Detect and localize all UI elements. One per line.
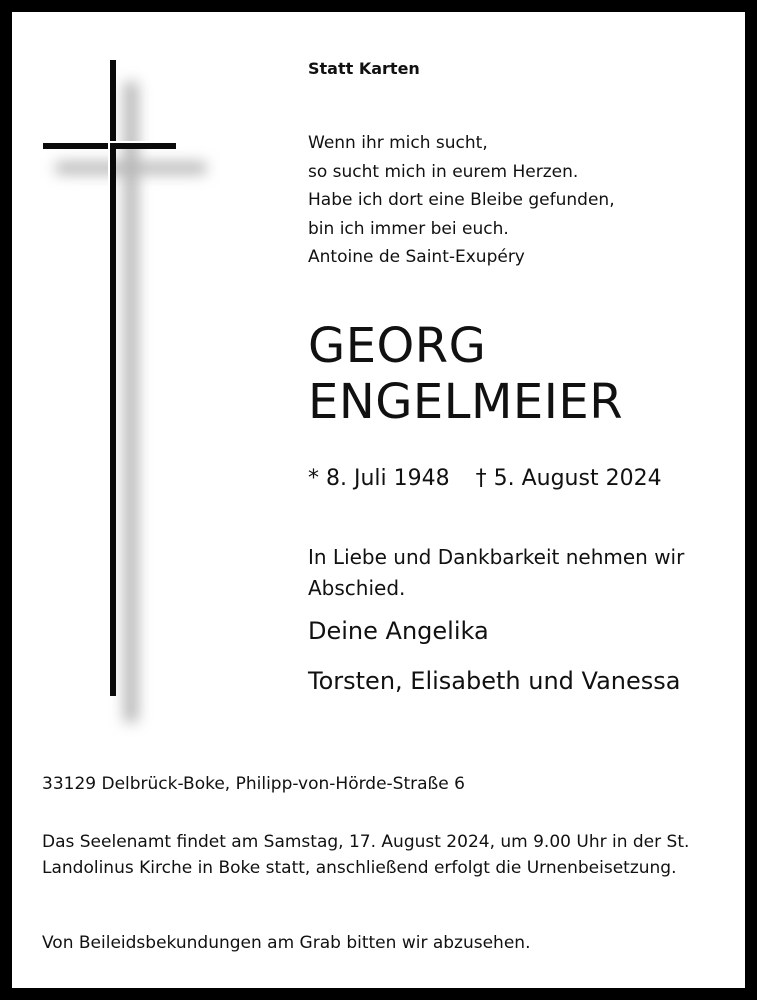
life-dates — [308, 466, 662, 491]
poem-line: Habe ich dort eine Bleibe gefunden, — [308, 190, 615, 211]
first-name: GEORG — [308, 318, 487, 374]
condolence-note: Von Beileidsbekundungen am Grab bitten wir abzusehen. — [42, 933, 531, 953]
poem — [308, 129, 615, 272]
farewell-text: In Liebe und Dankbarkeit nehmen wir Abschied. — [308, 545, 685, 600]
address: 33129 Delbrück-Boke, Philipp-von-Hörde-Straße 6 — [42, 774, 465, 794]
survivor-line: Torsten, Elisabeth und Vanessa — [308, 667, 681, 695]
deceased-name — [308, 318, 623, 430]
notice-heading: Statt Karten — [308, 59, 420, 78]
survivor-line: Deine Angelika — [308, 617, 489, 645]
last-name: ENGELMEIER — [308, 374, 624, 430]
poem-author: Antoine de Saint-Exupéry — [308, 247, 525, 268]
poem-line: Wenn ihr mich sucht, — [308, 133, 488, 153]
poem-line: so sucht mich in eurem Herzen. — [308, 161, 579, 182]
death-date: † 5. August 2024 — [475, 466, 662, 491]
poem-line: bin ich immer bei euch. — [308, 218, 509, 239]
birth-date: * 8. Juli 1948 — [308, 466, 450, 491]
service-info: Das Seelenamt findet am Samstag, 17. August 2024, um 9.00 Uhr in der St. Landolinus Kirche in Boke statt, anschließend erfolgt die Urnenbeisetzung. — [42, 832, 690, 878]
